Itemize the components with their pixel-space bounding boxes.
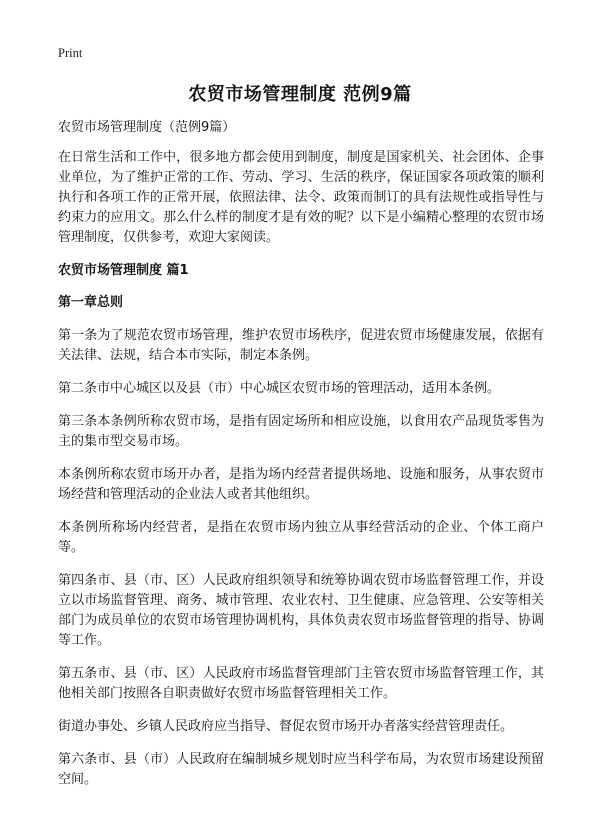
vendor-definition-paragraph: 本条例所称场内经营者，是指在农贸市场内独立从事经营活动的企业、个体工商户等。 — [58, 520, 544, 555]
article-4-paragraph: 第四条市、县（市、区）人民政府组织领导和统筹协调农贸市场监督管理工作，并设立以市场监督管理、商务、城市管理、农业农村、卫生健康、应急管理、公安等相关部门为成员单位的农贸市场管理协调机构，具体负责农贸市场监督管理的指导、协调等工作。 — [58, 573, 544, 648]
section-heading: 农贸市场管理制度 篇1 — [58, 263, 189, 278]
street-office-paragraph: 街道办事处、乡镇人民政府应当指导、督促农贸市场开办者落实经营管理责任。 — [58, 719, 514, 734]
article-6-paragraph: 第六条市、县（市）人民政府在编制城乡规划时应当科学布局，为农贸市场建设预留空间。 — [58, 752, 544, 787]
document-subtitle: 农贸市场管理制度（范例9篇） — [58, 120, 236, 135]
article-1-paragraph: 第一条为了规范农贸市场管理，维护农贸市场秩序，促进农贸市场健康发展，依据有关法律、法规，结合本市实际，制定本条例。 — [58, 328, 544, 363]
chapter-heading: 第一章总则 — [58, 295, 124, 310]
article-3-paragraph: 第三条本条例所称农贸市场，是指有固定场所和相应设施，以食用农产品现货零售为主的集市型交易市场。 — [58, 414, 544, 449]
article-2-paragraph: 第二条市中心城区以及县（市）中心城区农贸市场的管理活动，适用本条例。 — [58, 381, 501, 396]
page-title: 农贸市场管理制度 范例9篇 — [188, 84, 412, 105]
intro-paragraph: 在日常生活和工作中，很多地方都会使用到制度，制度是国家机关、社会团体、企事业单位，为了维护正常的工作、劳动、学习、生活的秩序，保证国家各项政策的顺利执行和各项工作的正常开展，依照法律、法令、政策而制订的具有法规性或指导性与约束力的应用文。那么什么样的制度才是有效的呢？以下是小编精心整理的农贸市场管理制度，仅供参考，欢迎大家阅读。 — [58, 150, 544, 245]
market-operator-definition-paragraph: 本条例所称农贸市场开办者，是指为场内经营者提供场地、设施和服务，从事农贸市场经营和管理活动的企业法人或者其他组织。 — [58, 467, 544, 502]
document-body — [58, 118, 544, 803]
print-label: Print — [58, 46, 83, 60]
article-5-paragraph: 第五条市、县（市、区）人民政府市场监督管理部门主管农贸市场监督管理工作，其他相关部门按照各自职责做好农贸市场监督管理相关工作。 — [58, 666, 544, 701]
